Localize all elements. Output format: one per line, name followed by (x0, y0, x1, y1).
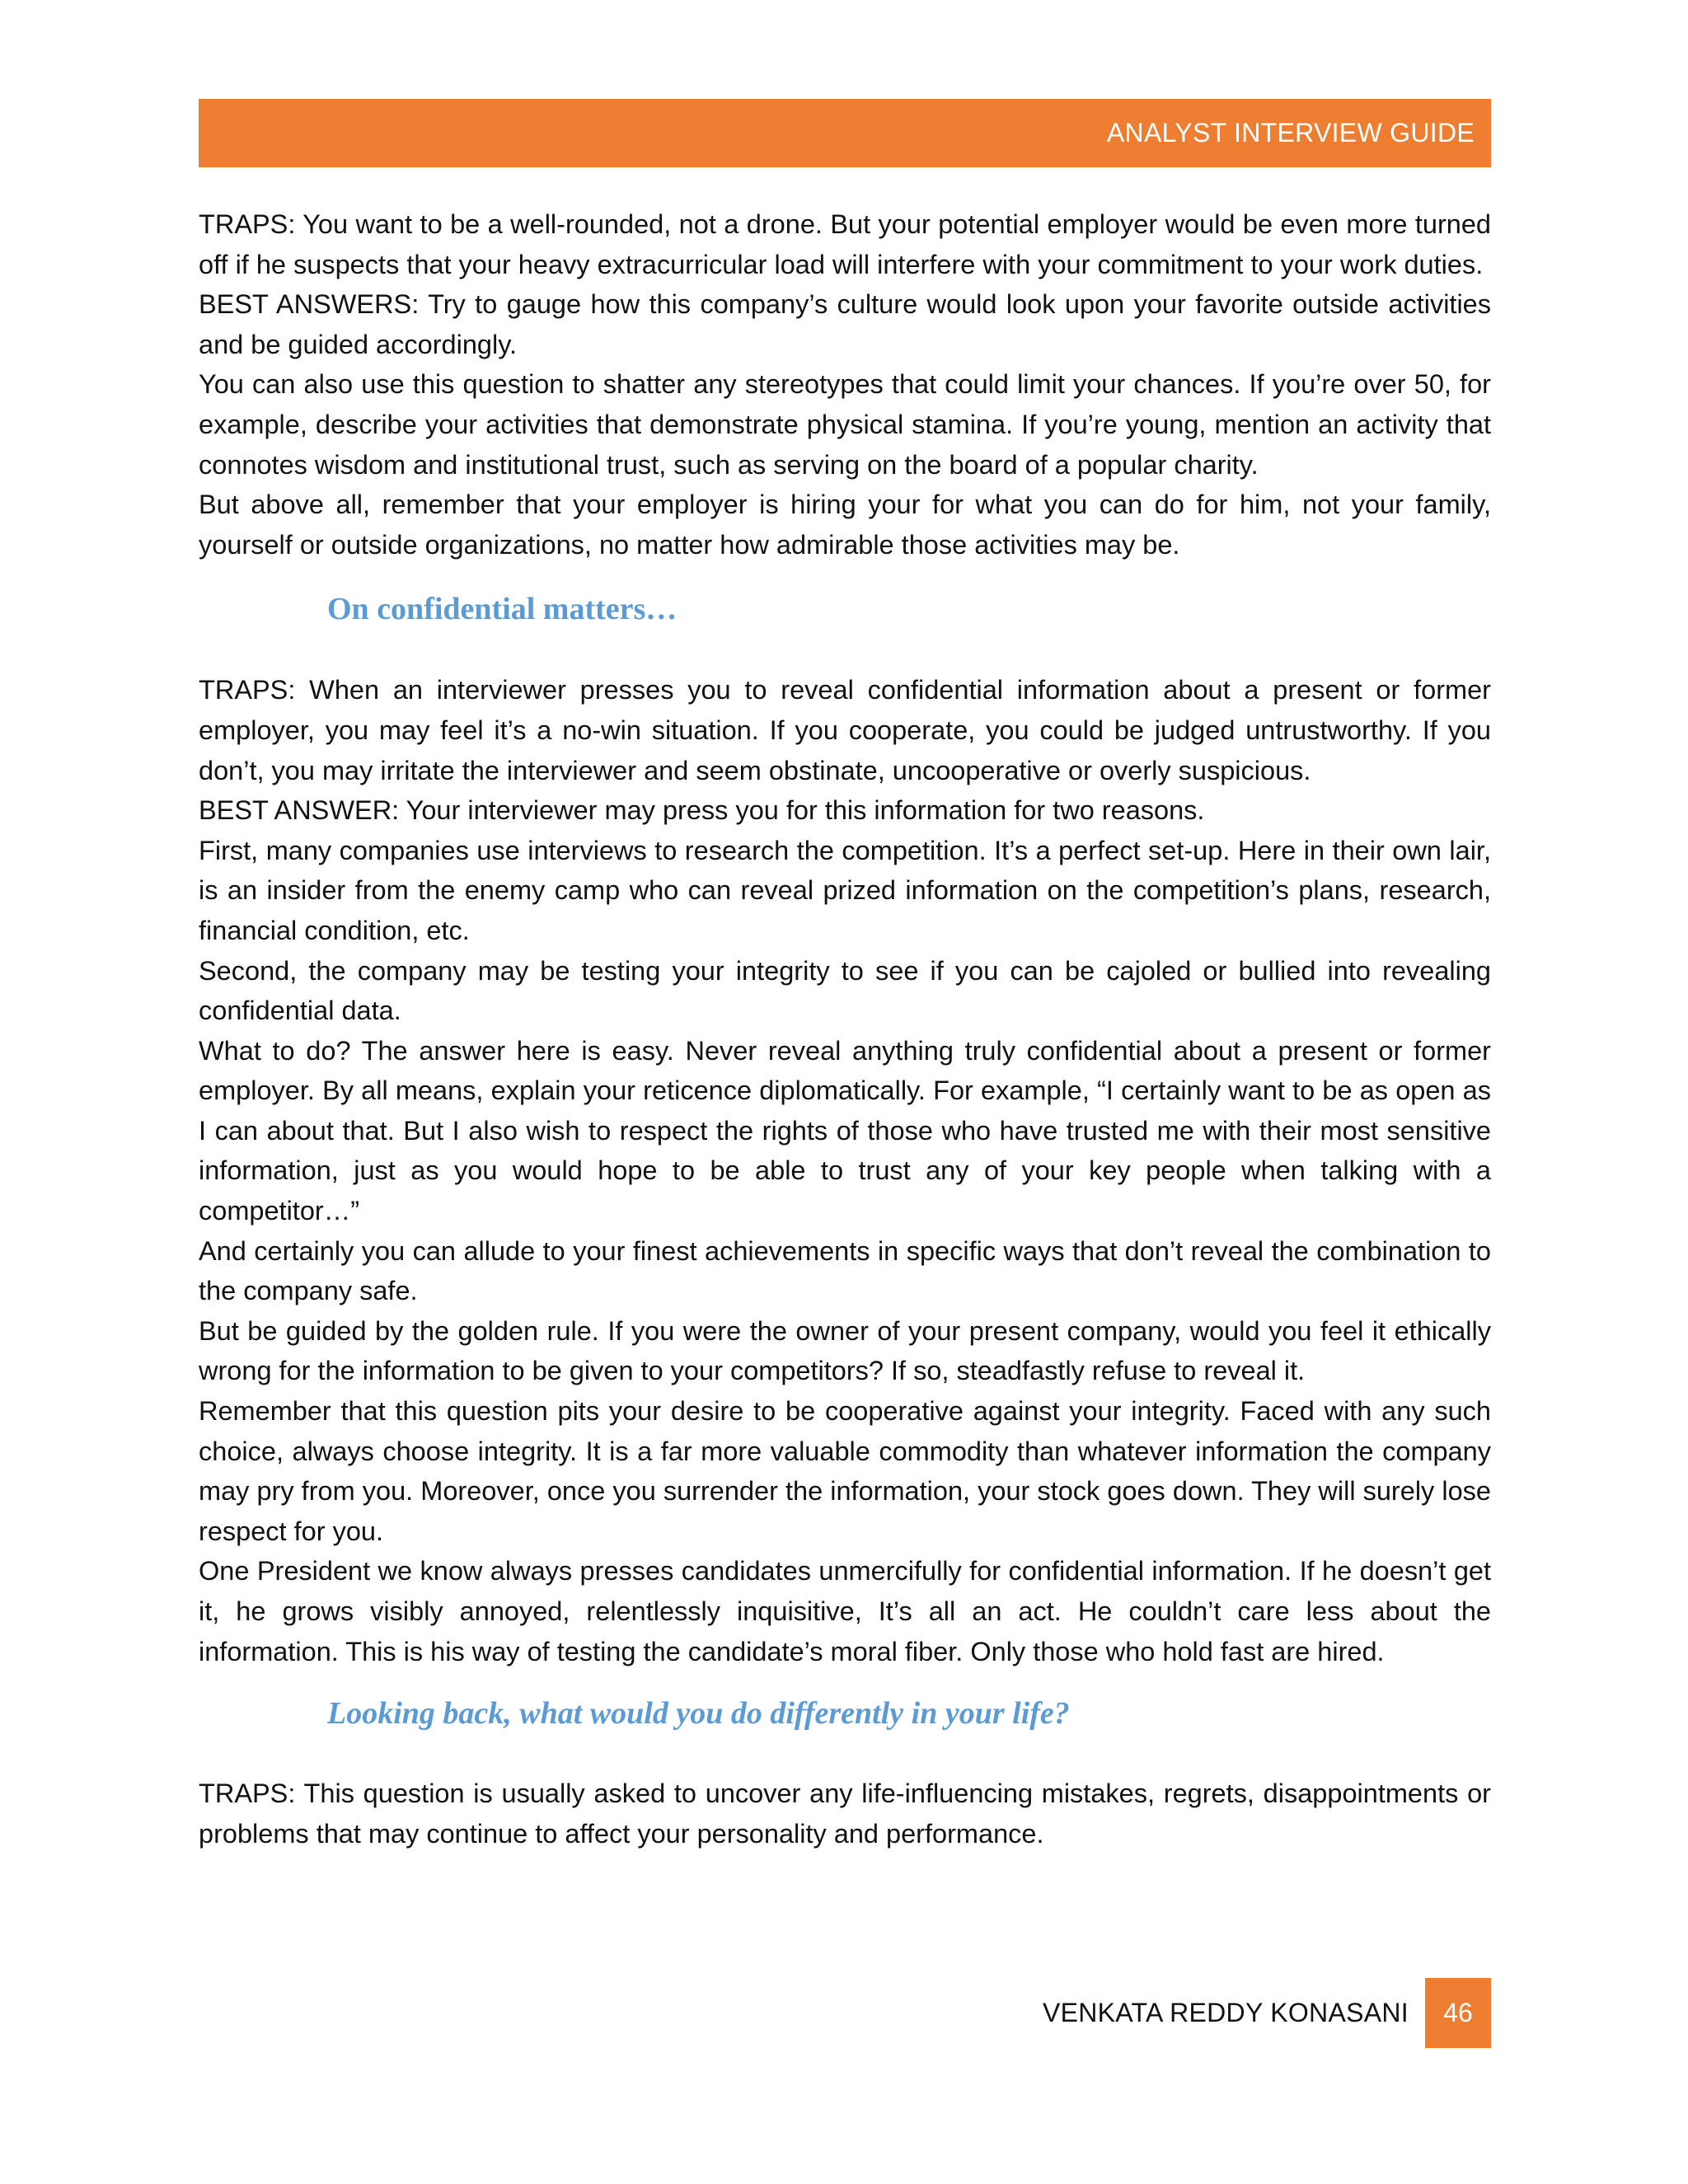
header-bar (199, 99, 1491, 167)
paragraph: What to do? The answer here is easy. Never reveal anything truly confidential about a present or former employer. By all means, explain your reticence diplomatically. For example, “I certainly want to be as open as I can about that. But I also wish to respect the rights of those who have trusted me with their most sensitive information, just as you would hope to be able to trust any of your key people when talking with a competitor…” (199, 1035, 1491, 1226)
paragraph: Remember that this question pits your desire to be cooperative against your integrity. Faced with any such choice, always choose integrity. It is a far more valuable commodity than whatever information the company may pry from you. Moreover, once you surrender the information, your stock goes down. They will surely lose respect for you. (199, 1396, 1491, 1546)
footer-author: VENKATA REDDY KONASANI (1042, 1998, 1409, 2027)
section-heading-confidential: On confidential matters… (327, 592, 678, 627)
page-content (199, 204, 1491, 1854)
section-heading-looking-back: Looking back, what would you do differently in your life? (327, 1696, 1070, 1732)
paragraph: And certainly you can allude to your finest achievements in specific ways that don’t reveal the combination to the company safe. (199, 1235, 1491, 1306)
paragraph: TRAPS: You want to be a well-rounded, not a drone. But your potential employer would be even more turned off if he suspects that your heavy extracurricular load will interfere with your commitment to your work duties. (199, 209, 1491, 279)
paragraph: One President we know always presses candidates unmercifully for confidential information. If he doesn’t get it, he grows visibly annoyed, relentlessly inquisitive, It’s all an act. He couldn’t care less about the information. This is his way of testing the candidate’s moral fiber. Only those who hold fast are hired. (199, 1556, 1491, 1666)
paragraph: You can also use this question to shatter any stereotypes that could limit your chances. If you’re over 50, for example, describe your activities that demonstrate physical stamina. If you’re young, mention an activity that connotes wisdom and institutional trust, such as serving on the board of a popular charity. (199, 369, 1491, 480)
paragraph: TRAPS: When an interviewer presses you to reveal confidential information about a present or former employer, you may feel it’s a no-win situation. If you cooperate, you could be judged untrustworthy. If you don’t, you may irritate the interviewer and seem obstinate, uncooperative or overly suspicious. (199, 675, 1491, 785)
paragraph: But above all, remember that your employer is hiring your for what you can do for him, not your family, yourself or outside organizations, no matter how admirable those activities may be. (199, 490, 1491, 560)
header-title: ANALYST INTERVIEW GUIDE (1106, 118, 1475, 148)
page-number-badge: 46 (1425, 1978, 1491, 2048)
page-footer (1043, 1978, 1491, 2048)
paragraph: BEST ANSWER: Your interviewer may press you for this information for two reasons. (199, 795, 1205, 826)
paragraph: TRAPS: This question is usually asked to uncover any life-influencing mistakes, regrets, disappointments or problems that may continue to affect your personality and performance. (199, 1779, 1491, 1849)
paragraph: Second, the company may be testing your integrity to see if you can be cajoled or bullied into revealing confidential data. (199, 955, 1491, 1026)
paragraph: But be guided by the golden rule. If you were the owner of your present company, would you feel it ethically wrong for the information to be given to your competitors? If so, steadfastly refuse to reveal it. (199, 1315, 1491, 1386)
paragraph: First, many companies use interviews to research the competition. It’s a perfect set-up. Here in their own lair, is an insider from the enemy camp who can reveal prized information on the competition’s plans, research, financial condition, etc. (199, 835, 1491, 945)
paragraph: BEST ANSWERS: Try to gauge how this company’s culture would look upon your favorite outside activities and be guided accordingly. (199, 289, 1491, 359)
